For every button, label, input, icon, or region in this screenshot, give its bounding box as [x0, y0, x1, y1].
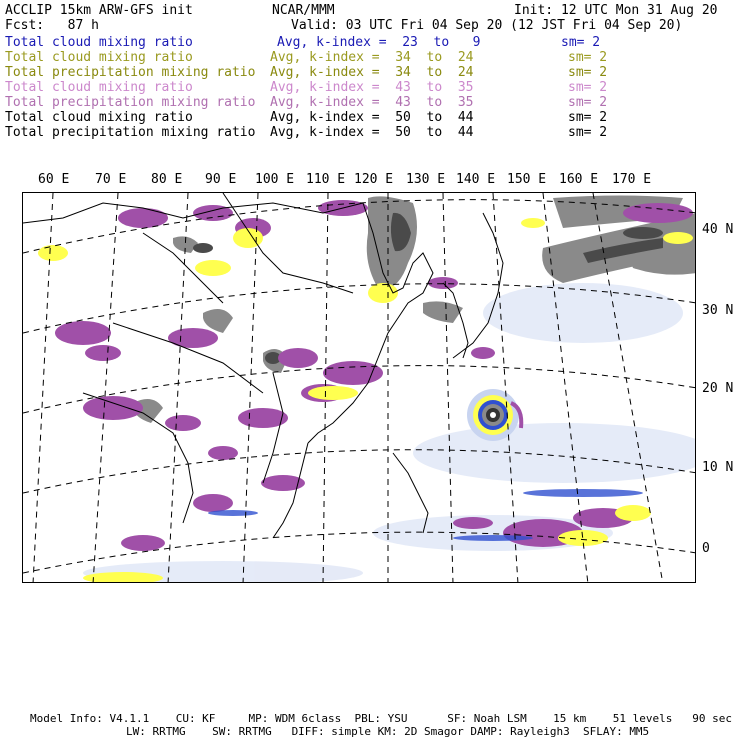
legend-avg: Avg, k-index = 34 to 24 [270, 65, 474, 80]
legend-field: Total cloud mixing ratio [5, 80, 193, 95]
lat-label: 40 N [702, 222, 734, 237]
legend-sm: sm= 2 [568, 95, 608, 110]
legend-sm: sm= 2 [568, 50, 608, 65]
legend-field: Total precipitation mixing ratio [5, 125, 256, 140]
lon-label: 140 E [456, 172, 496, 187]
legend-field: Total precipitation mixing ratio [5, 95, 256, 110]
legend-avg: Avg, k-index = 50 to 44 [270, 125, 474, 140]
lon-label: 160 E [559, 172, 599, 187]
lon-label: 120 E [354, 172, 394, 187]
legend-avg: Avg, k-index = 43 to 35 [270, 95, 474, 110]
init-time: Init: 12 UTC Mon 31 Aug 20 [514, 3, 718, 18]
lat-label: 20 N [702, 381, 734, 396]
model-info-line1: Model Info: V4.1.1 CU: KF MP: WDM 6class PBL: YSU SF: Noah LSM 15 km 51 levels 90 sec [30, 712, 732, 725]
model-info-line2: LW: RRTMG SW: RRTMG DIFF: simple KM: 2D Smagor DAMP: Rayleigh3 SFLAY: MM5 [126, 725, 650, 738]
legend-sm: sm= 2 [561, 35, 601, 50]
legend-sm: sm= 2 [568, 80, 608, 95]
legend-avg: Avg, k-index = 50 to 44 [270, 110, 474, 125]
lat-label: 0 [702, 541, 710, 556]
lon-label: 130 E [406, 172, 446, 187]
lon-label: 60 E [38, 172, 70, 187]
legend-sm: sm= 2 [568, 110, 608, 125]
valid-time: Valid: 03 UTC Fri 04 Sep 20 (12 JST Fri 04 Sep 20) [291, 18, 683, 33]
legend-field: Total cloud mixing ratio [5, 110, 193, 125]
lat-label: 10 N [702, 460, 734, 475]
legend-avg: Avg, k-index = 23 to 9 [277, 35, 481, 50]
lon-label: 70 E [95, 172, 127, 187]
lon-label: 80 E [151, 172, 183, 187]
legend-field: Total precipitation mixing ratio [5, 65, 256, 80]
lon-label: 90 E [205, 172, 237, 187]
lat-label: 30 N [702, 303, 734, 318]
legend-avg: Avg, k-index = 34 to 24 [270, 50, 474, 65]
org-title: NCAR/MMM [272, 3, 335, 18]
legend-field: Total cloud mixing ratio [5, 50, 193, 65]
map-panel [22, 192, 696, 583]
legend-field: Total cloud mixing ratio [5, 35, 193, 50]
lon-label: 110 E [306, 172, 346, 187]
forecast-hour: Fcst: 87 h [5, 18, 99, 33]
legend-sm: sm= 2 [568, 65, 608, 80]
map-canvas [23, 193, 696, 583]
legend-avg: Avg, k-index = 43 to 35 [270, 80, 474, 95]
legend-sm: sm= 2 [568, 125, 608, 140]
lon-label: 150 E [507, 172, 547, 187]
lon-label: 170 E [612, 172, 652, 187]
lon-label: 100 E [255, 172, 295, 187]
model-title: ACCLIP 15km ARW-GFS init [5, 3, 193, 18]
